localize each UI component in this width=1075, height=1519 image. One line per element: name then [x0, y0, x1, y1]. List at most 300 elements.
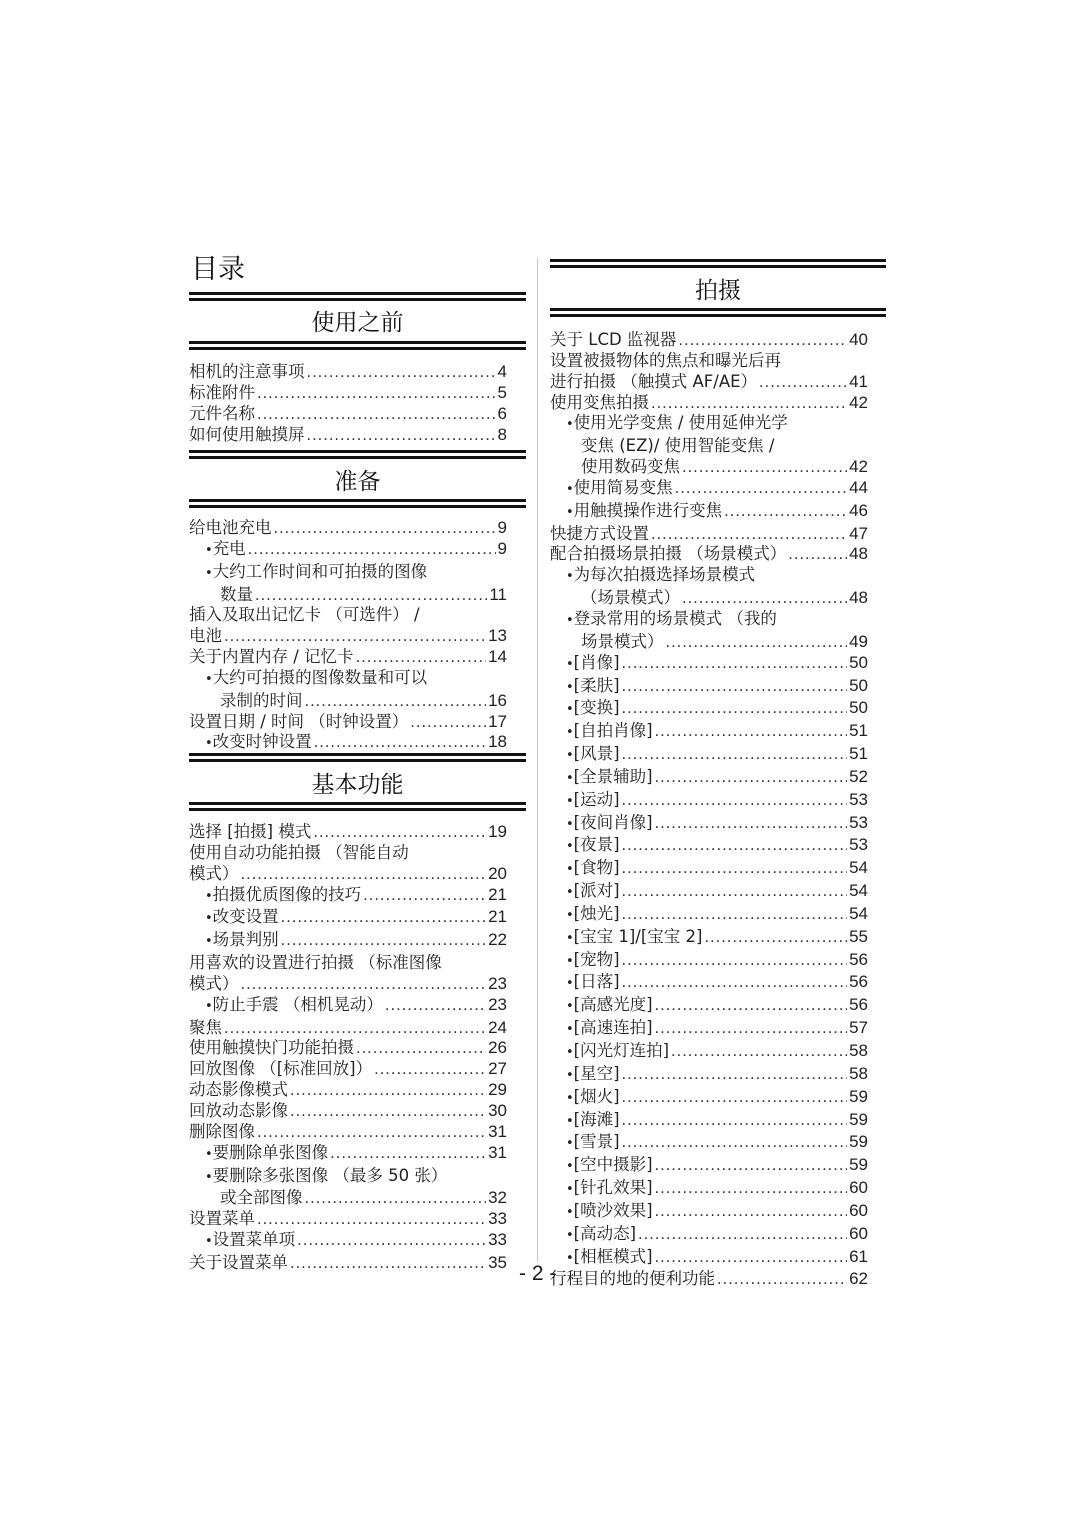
bullet-icon: •	[566, 793, 574, 809]
toc-entry-line	[189, 907, 526, 930]
toc-entry-line	[550, 393, 886, 414]
leader-dots	[363, 885, 486, 906]
page-ref: 24	[488, 1017, 507, 1037]
section-rule	[189, 499, 526, 509]
bullet-icon: •	[205, 911, 213, 927]
toc-entry[interactable]	[550, 721, 886, 744]
toc-entry[interactable]	[550, 1155, 886, 1178]
toc-entry-line	[550, 609, 886, 632]
page-ref: 13	[488, 626, 507, 646]
bullet-icon: •	[566, 1182, 574, 1198]
bullet-icon: •	[566, 702, 574, 718]
leader-dots	[410, 712, 486, 733]
leader-dots	[788, 544, 847, 565]
leader-dots	[622, 881, 848, 902]
toc-entry[interactable]	[550, 413, 886, 478]
entry-text: 关于 LCD 监视器	[550, 330, 677, 349]
toc-entry[interactable]	[550, 1247, 886, 1270]
bullet-icon: •	[566, 885, 574, 901]
toc-entry[interactable]	[550, 1087, 886, 1110]
bullet-icon: •	[566, 504, 574, 520]
leader-dots	[622, 653, 848, 674]
toc-entry[interactable]	[550, 1178, 886, 1201]
entry-text: （场景模式）	[581, 588, 680, 608]
toc-entry-line	[550, 501, 886, 524]
page-ref: 21	[488, 907, 507, 927]
toc-entry[interactable]	[550, 1110, 886, 1133]
section-rule	[550, 308, 886, 318]
section-rule	[189, 802, 526, 812]
leader-dots	[622, 790, 848, 811]
toc-entry[interactable]	[550, 813, 886, 836]
toc-entry[interactable]	[550, 904, 886, 927]
toc-entry[interactable]	[189, 383, 526, 404]
toc-entry-line	[189, 1101, 526, 1122]
page-ref: 23	[488, 973, 507, 993]
leader-dots	[622, 698, 848, 719]
toc-entry-line	[189, 1230, 526, 1253]
page-ref: 41	[849, 371, 868, 391]
page-ref: 33	[488, 1230, 507, 1250]
entry-text: [食物]	[573, 858, 620, 878]
entry-text: 使用触摸快门功能拍摄	[189, 1038, 354, 1058]
page-ref: 16	[488, 690, 507, 710]
leader-dots	[224, 626, 486, 647]
page-ref: 48	[849, 544, 868, 564]
page-ref: 32	[488, 1188, 507, 1208]
toc-entry[interactable]	[550, 995, 886, 1018]
toc-entry-line	[550, 995, 886, 1018]
toc-entry[interactable]	[189, 1018, 526, 1039]
toc-entry[interactable]	[189, 404, 526, 425]
toc-entry-line	[189, 404, 526, 425]
toc-entry-line	[189, 1080, 526, 1101]
toc-entry[interactable]	[189, 1230, 526, 1253]
toc-entry[interactable]	[189, 647, 526, 668]
bullet-icon: •	[205, 934, 213, 950]
page-ref: 4	[497, 362, 507, 381]
toc-entry[interactable]	[550, 972, 886, 995]
entry-text: 要删除多张图像 （最多 50 张）	[212, 1165, 448, 1185]
toc-list	[189, 518, 526, 755]
toc-entry-line	[550, 1132, 886, 1155]
bullet-icon: •	[205, 542, 213, 558]
leader-dots	[678, 330, 847, 351]
entry-text: [夜景]	[573, 835, 620, 855]
bullet-icon: •	[566, 976, 574, 992]
toc-entry[interactable]	[550, 393, 886, 414]
page-ref: 47	[849, 523, 868, 543]
page-ref: 54	[849, 881, 868, 901]
bullet-icon: •	[205, 1146, 213, 1162]
toc-entry[interactable]	[550, 478, 886, 501]
page-ref: 42	[849, 457, 868, 477]
leader-dots	[257, 1122, 486, 1143]
toc-entry[interactable]	[550, 524, 886, 545]
toc-entry[interactable]	[189, 930, 526, 953]
toc-entry[interactable]	[550, 767, 886, 790]
toc-entry[interactable]	[189, 1122, 526, 1143]
toc-entry[interactable]	[189, 1038, 526, 1059]
page-ref: 21	[488, 884, 507, 904]
leader-dots	[241, 864, 487, 885]
toc-entry-line	[550, 1224, 886, 1247]
toc-entry[interactable]	[550, 676, 886, 699]
entry-text: 设置被摄物体的焦点和曝光后再	[550, 350, 781, 370]
entry-text: [夜间肖像]	[573, 812, 653, 832]
toc-entry[interactable]	[550, 881, 886, 904]
leader-dots	[274, 518, 496, 539]
section-rule	[189, 450, 526, 460]
bullet-icon: •	[205, 998, 213, 1014]
entry-text: [闪光灯连拍]	[573, 1041, 670, 1060]
toc-entry-line	[189, 691, 526, 712]
bullet-icon: •	[566, 725, 574, 741]
toc-entry[interactable]	[189, 425, 526, 446]
toc-entry-line	[550, 1178, 886, 1201]
toc-entry-line	[550, 413, 886, 436]
leader-dots	[655, 995, 848, 1016]
leader-dots	[356, 647, 487, 668]
entry-text: [肖像]	[573, 652, 620, 672]
page-ref: 56	[849, 995, 868, 1015]
toc-entry-line	[550, 1064, 886, 1087]
page-ref: 19	[488, 822, 507, 841]
toc-entry[interactable]	[550, 330, 886, 351]
entry-text: 登录常用的场景模式 （我的	[573, 608, 777, 628]
page-ref: 30	[488, 1100, 507, 1120]
leader-dots	[622, 676, 848, 697]
leader-dots	[622, 744, 848, 765]
toc-entry-line	[550, 372, 886, 393]
toc-entry-line	[189, 864, 526, 885]
leader-dots	[622, 904, 848, 925]
toc-entry[interactable]	[550, 698, 886, 721]
toc-entry-line	[550, 858, 886, 881]
entry-text: 电池	[189, 626, 222, 646]
toc-entry-line	[550, 744, 886, 767]
toc-entry-line	[189, 1209, 526, 1230]
toc-entry[interactable]	[550, 1018, 886, 1041]
leader-dots	[704, 927, 847, 948]
leader-dots	[638, 1224, 847, 1245]
toc-list	[189, 362, 526, 445]
leader-dots	[257, 383, 496, 404]
toc-entry-line	[189, 974, 526, 995]
leader-dots	[682, 457, 847, 478]
bullet-icon: •	[566, 569, 574, 585]
bullet-icon: •	[566, 1204, 574, 1220]
entry-text: 回放图像 （[标准回放]）	[189, 1059, 373, 1079]
entry-text: 快捷方式设置	[550, 523, 649, 543]
toc-entry-line	[550, 588, 886, 609]
leader-dots	[655, 1018, 848, 1039]
page-ref: 53	[849, 789, 868, 809]
page-ref: 18	[488, 732, 507, 752]
page-ref: 29	[488, 1080, 507, 1100]
toc-entry-line	[189, 953, 526, 974]
entry-text: [派对]	[573, 881, 620, 901]
bullet-icon: •	[205, 565, 213, 581]
bullet-icon: •	[566, 930, 574, 946]
toc-entry[interactable]	[189, 518, 526, 539]
entry-text: [宠物]	[573, 949, 620, 969]
bullet-icon: •	[566, 748, 574, 764]
entry-text: 进行拍摄 （触摸式 AF/AE）	[550, 371, 758, 391]
leader-dots	[241, 974, 487, 995]
section-title: 基本功能	[311, 772, 404, 798]
toc-entry-line	[189, 1018, 526, 1039]
bullet-icon: •	[566, 679, 574, 695]
leader-dots	[257, 404, 496, 425]
toc-entry[interactable]	[550, 351, 886, 393]
bullet-icon: •	[205, 736, 213, 752]
entry-text: [柔肤]	[573, 675, 620, 695]
bullet-icon: •	[566, 1136, 574, 1152]
section-rule	[550, 259, 886, 269]
toc-entry[interactable]	[189, 843, 526, 885]
leader-dots	[655, 767, 848, 788]
entry-text: 相机的注意事项	[189, 362, 305, 381]
page-number: - 2 -	[519, 1262, 557, 1285]
entry-text: 为每次拍摄选择场景模式	[573, 565, 756, 585]
toc-entry[interactable]	[550, 835, 886, 858]
toc-entry-line	[550, 544, 886, 565]
toc-entry[interactable]	[550, 1064, 886, 1087]
section-rule	[189, 292, 526, 302]
leader-dots	[717, 1269, 847, 1290]
toc-entry[interactable]	[550, 565, 886, 609]
bullet-icon: •	[566, 862, 574, 878]
entry-text: 标准附件	[189, 382, 255, 402]
toc-entry[interactable]	[189, 1253, 526, 1274]
toc-entry[interactable]	[550, 858, 886, 881]
page-ref: 53	[849, 812, 868, 832]
toc-entry[interactable]	[550, 1041, 886, 1064]
entry-text: 改变设置	[212, 907, 279, 927]
leader-dots	[305, 691, 487, 712]
toc-entry[interactable]	[189, 822, 526, 843]
toc-entry-line	[550, 881, 886, 904]
page-ref: 6	[497, 403, 507, 423]
toc-entry[interactable]	[189, 1080, 526, 1101]
toc-entry[interactable]	[189, 1101, 526, 1122]
bullet-icon: •	[566, 481, 574, 497]
entry-text: 动态影像模式	[189, 1080, 288, 1100]
toc-entry-line	[550, 835, 886, 858]
toc-entry[interactable]	[550, 653, 886, 676]
leader-dots	[290, 1253, 486, 1274]
entry-text: 设置菜单项	[212, 1230, 296, 1250]
entry-text: 模式）	[189, 973, 239, 993]
leader-dots	[307, 362, 496, 383]
toc-entry[interactable]	[189, 605, 526, 647]
section-rule	[189, 753, 526, 763]
toc-entry-line	[550, 457, 886, 478]
leader-dots	[290, 1080, 486, 1101]
toc-entry[interactable]	[189, 885, 526, 908]
entry-text: [针孔效果]	[573, 1178, 653, 1198]
page-ref: 5	[497, 382, 507, 402]
toc-entry-line	[550, 676, 886, 699]
page-ref: 49	[849, 631, 868, 651]
toc-entry[interactable]	[189, 953, 526, 995]
leader-dots	[622, 1064, 848, 1085]
toc-entry-line	[189, 930, 526, 953]
leader-dots	[281, 930, 486, 951]
entry-text: [宝宝 1]/[宝宝 2]	[573, 926, 703, 946]
entry-text: [高感光度]	[573, 995, 653, 1015]
toc-entry-line	[189, 383, 526, 404]
toc-entry-line	[189, 539, 526, 562]
section-title: 准备	[334, 469, 381, 495]
leader-dots	[313, 822, 486, 843]
entry-text: 使用简易变焦	[573, 477, 673, 497]
page-ref: 62	[849, 1269, 868, 1289]
page-ref: 59	[849, 1155, 868, 1175]
toc-entry[interactable]	[189, 539, 526, 562]
entry-text: 设置菜单	[189, 1209, 255, 1229]
toc-entry-line	[550, 1155, 886, 1178]
entry-text: [自拍肖像]	[573, 721, 653, 741]
entry-text: [星空]	[573, 1063, 620, 1083]
leader-dots	[622, 835, 848, 856]
leader-dots	[655, 1201, 848, 1222]
toc-entry[interactable]	[550, 501, 886, 524]
toc-entry-line	[189, 626, 526, 647]
leader-dots	[622, 1132, 848, 1153]
page-ref: 54	[849, 858, 868, 878]
toc-entry-line	[550, 1018, 886, 1041]
entry-text: 变焦 (EZ)/ 使用智能变焦 /	[581, 436, 775, 456]
toc-entry-line	[189, 562, 526, 585]
page-ref: 44	[849, 477, 868, 497]
section-title: 使用之前	[311, 310, 404, 336]
entry-text: [日落]	[573, 972, 620, 992]
bullet-icon: •	[566, 612, 574, 628]
toc-entry-line	[189, 1038, 526, 1059]
toc-entry-line	[550, 436, 886, 457]
toc-entry[interactable]	[550, 544, 886, 565]
entry-text: 如何使用触摸屏	[189, 424, 305, 444]
page-ref: 50	[849, 652, 868, 672]
leader-dots	[655, 1178, 848, 1199]
entry-text: 改变时钟设置	[212, 732, 312, 752]
entry-text: 设置日期 / 时间 （时钟设置）	[189, 711, 409, 731]
leader-dots	[724, 501, 847, 522]
entry-text: 使用数码变焦	[581, 457, 680, 477]
toc-entry[interactable]	[189, 1209, 526, 1230]
toc-entry-line	[550, 632, 886, 653]
entry-text: 配合拍摄场景拍摄 （场景模式）	[550, 544, 787, 564]
entry-text: 大约工作时间和可拍摄的图像	[212, 561, 428, 581]
toc-entry[interactable]	[550, 1132, 886, 1155]
toc-entry-line	[550, 1247, 886, 1270]
toc-entry-line	[189, 425, 526, 446]
entry-text: 关于设置菜单	[189, 1252, 288, 1272]
toc-entry-line	[550, 767, 886, 790]
entry-text: [相框模式]	[573, 1246, 653, 1266]
bullet-icon: •	[566, 656, 574, 672]
toc-entry[interactable]	[189, 1166, 526, 1210]
entry-text: [高动态]	[573, 1223, 637, 1243]
page-ref: 59	[849, 1132, 868, 1152]
bullet-icon: •	[566, 1067, 574, 1083]
page-ref: 46	[849, 500, 868, 520]
leader-dots	[655, 1247, 848, 1268]
toc-entry-line	[550, 972, 886, 995]
toc-entry-line	[550, 1201, 886, 1224]
bullet-icon: •	[566, 1227, 574, 1243]
toc-entry-line	[550, 330, 886, 351]
toc-entry-line	[550, 565, 886, 588]
toc-entry-line	[550, 1041, 886, 1064]
toc-entry[interactable]	[189, 907, 526, 930]
toc-entry-line	[189, 1253, 526, 1274]
leader-dots	[255, 585, 487, 606]
toc-entry[interactable]	[189, 995, 526, 1018]
toc-entry[interactable]	[189, 1143, 526, 1166]
toc-entry[interactable]	[189, 362, 526, 383]
leader-dots	[655, 721, 848, 742]
page-ref: 56	[849, 972, 868, 992]
toc-entry[interactable]	[550, 927, 886, 950]
leader-dots	[290, 1101, 486, 1122]
page-ref: 8	[497, 424, 507, 444]
toc-entry[interactable]	[550, 950, 886, 973]
column-divider	[537, 258, 538, 1262]
toc-entry[interactable]	[189, 732, 526, 755]
toc-entry[interactable]	[189, 562, 526, 606]
toc-entry[interactable]	[189, 712, 526, 733]
entry-text: [喷沙效果]	[573, 1200, 653, 1220]
page-title: 目录	[191, 254, 245, 285]
entry-text: 使用自动功能拍摄 （智能自动	[189, 842, 409, 862]
page-ref: 23	[488, 994, 507, 1014]
toc-entry-line	[189, 518, 526, 539]
toc-entry-line	[189, 1122, 526, 1143]
leader-dots	[671, 1041, 847, 1062]
toc-entry[interactable]	[550, 1269, 886, 1290]
entry-text: [海滩]	[573, 1109, 620, 1129]
toc-entry-line	[189, 585, 526, 606]
toc-entry-line	[550, 478, 886, 501]
toc-entry[interactable]	[550, 1201, 886, 1224]
leader-dots	[622, 1087, 848, 1108]
toc-entry[interactable]	[189, 1059, 526, 1080]
page-ref: 26	[488, 1038, 507, 1058]
toc-entry[interactable]	[550, 609, 886, 653]
toc-list	[550, 330, 886, 1290]
page-ref: 50	[849, 675, 868, 695]
entry-text: 录制的时间	[220, 690, 303, 710]
page-ref: 22	[488, 930, 507, 950]
toc-entry[interactable]	[189, 668, 526, 712]
bullet-icon: •	[566, 839, 574, 855]
page-ref: 57	[849, 1018, 868, 1038]
leader-dots	[622, 950, 848, 971]
bullet-icon: •	[205, 888, 213, 904]
toc-entry-line	[550, 790, 886, 813]
entry-text: [烛光]	[573, 903, 620, 923]
toc-entry[interactable]	[550, 790, 886, 813]
page-ref: 31	[488, 1121, 507, 1141]
bullet-icon: •	[205, 1169, 213, 1185]
toc-entry[interactable]	[550, 1224, 886, 1247]
page-ref: 58	[849, 1063, 868, 1083]
toc-entry[interactable]	[550, 744, 886, 767]
page-ref: 14	[488, 647, 507, 667]
